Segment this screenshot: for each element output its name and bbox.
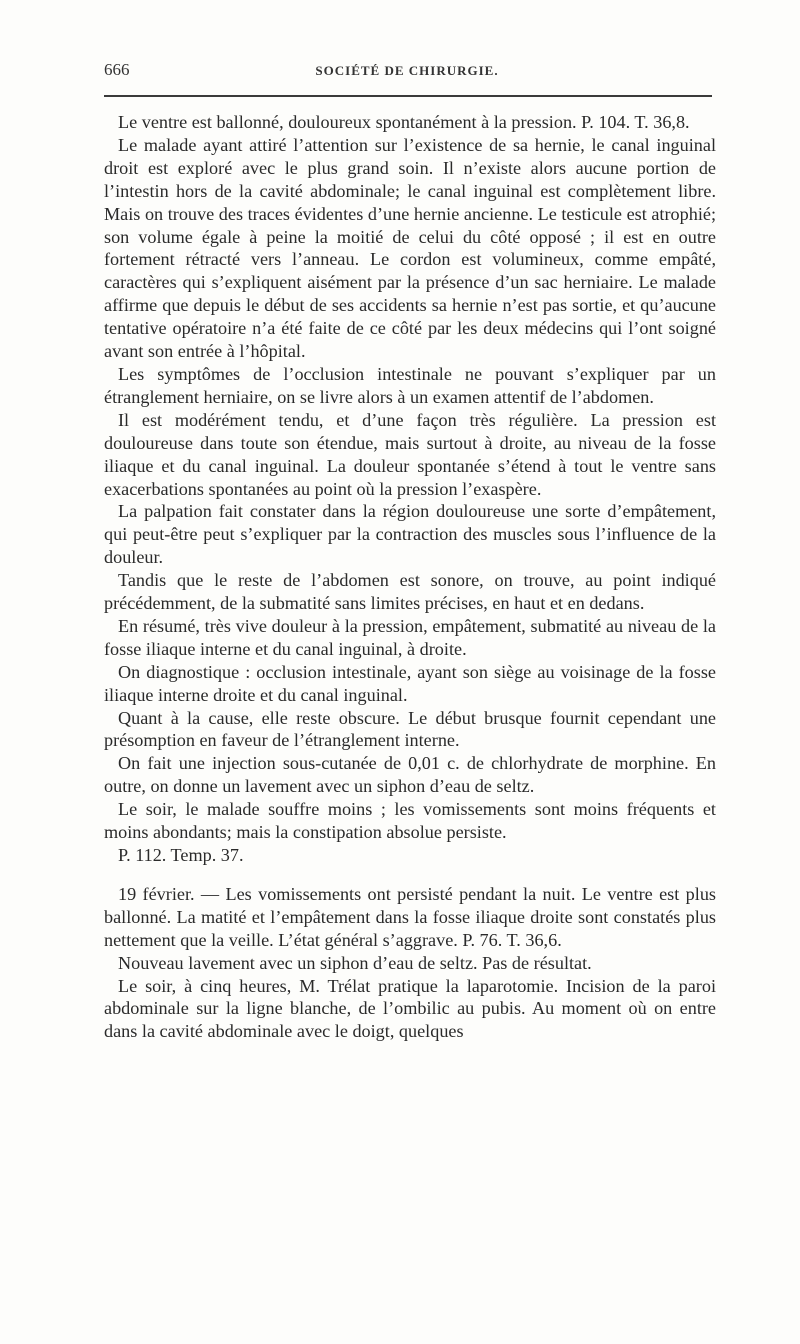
paragraph: 19 février. — Les vomissements ont persisté pendant la nuit. Le ventre est plus ballonné. La matité et l’empâtement dans la fosse iliaque droite sont constatés plus nettement que la veille. L’état général s’aggrave. P. 76. T. 36,6.	[104, 883, 716, 950]
paragraph: Quant à la cause, elle reste obscure. Le début brusque fournit cependant une présomption en faveur de l’étranglement interne.	[104, 707, 716, 751]
paragraph: On diagnostique : occlusion intestinale, ayant son siège au voisinage de la fosse iliaque interne droite et du canal inguinal.	[104, 661, 716, 705]
paragraph: Les symptômes de l’occlusion intestinale ne pouvant s’expliquer par un étranglement herniaire, on se livre alors à un examen attentif de l’abdomen.	[104, 363, 716, 407]
paragraph: Le soir, à cinq heures, M. Trélat pratique la laparotomie. Incision de la paroi abdominale sur la ligne blanche, de l’ombilic au pubis. Au moment où on entre dans la cavité abdominale avec le doigt, quelques	[104, 975, 716, 1042]
paragraph: Tandis que le reste de l’abdomen est sonore, on trouve, au point indiqué précédemment, de la submatité sans limites précises, en haut et en dedans.	[104, 570, 716, 614]
body-text	[104, 111, 716, 1043]
paragraph: Nouveau lavement avec un siphon d’eau de seltz. Pas de résultat.	[118, 952, 592, 973]
paragraph: Le malade ayant attiré l’attention sur l’existence de sa hernie, le canal inguinal droit est exploré avec le plus grand soin. Il n’existe alors aucune portion de l’intestin hors de la cavité abdominale; le canal inguinal est complètement libre. Mais on trouve des traces évidentes d’une hernie ancienne. Le testicule est atrophié; son volume égale à peine la moitié de celui du côté opposé ; il est en outre fortement rétracté vers l’anneau. Le cordon est volumineux, comme empâté, caractères qui s’expliquent aisément par la présence d’un sac herniaire. Le malade affirme que depuis le début de ses accidents sa hernie n’est pas sortie, et qu’aucune tentative opératoire n’a été faite de ce côté par les deux médecins qui l’ont soigné avant son entrée à l’hôpital.	[104, 134, 716, 362]
header-rule	[104, 95, 712, 97]
paragraph: La palpation fait constater dans la région douloureuse une sorte d’empâtement, qui peut-être peut s’expliquer par la contraction des muscles sous l’influence de la douleur.	[104, 501, 716, 568]
page-number: 666	[104, 60, 130, 79]
paragraph: Le soir, le malade souffre moins ; les vomissements sont moins fréquents et moins abondants; mais la constipation absolue persiste.	[104, 799, 716, 843]
paragraph: En résumé, très vive douleur à la pression, empâtement, submatité au niveau de la fosse iliaque interne et du canal inguinal, à droite.	[104, 615, 716, 659]
paragraph: P. 112. Temp. 37.	[118, 845, 244, 865]
paragraph: Le ventre est ballonné, douloureux spontanément à la pression. P. 104. T. 36,8.	[118, 112, 690, 132]
paragraph: On fait une injection sous-cutanée de 0,01 c. de chlorhydrate de morphine. En outre, on donne un lavement avec un siphon d’eau de seltz.	[104, 753, 716, 797]
paragraph: Il est modérément tendu, et d’une façon très régulière. La pression est douloureuse dans toute son étendue, mais surtout à droite, au niveau de la fosse iliaque et du canal inguinal. La douleur spontanée s’étend à tout le ventre sans exacerbations spontanées au point où la pression l’exaspère.	[104, 409, 716, 499]
page-header	[104, 60, 710, 90]
running-title: SOCIÉTÉ DE CHIRURGIE.	[315, 63, 499, 78]
